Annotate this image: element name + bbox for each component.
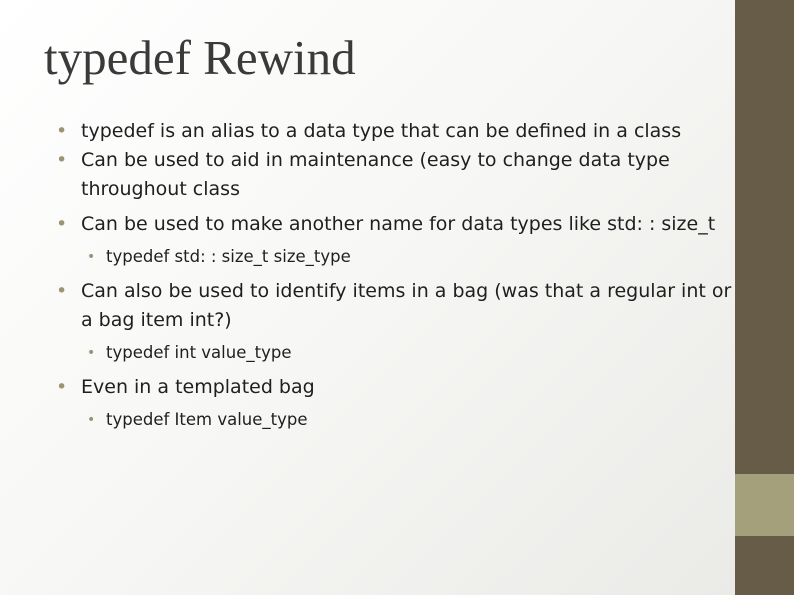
sub-bullet-item bbox=[56, 341, 746, 365]
bullet-item bbox=[56, 210, 746, 239]
bullet-text: Can be used to aid in maintenance (easy to change data type throughout class bbox=[81, 149, 670, 200]
sub-bullet-item bbox=[56, 408, 746, 432]
bullet-text: typedef is an alias to a data type that can be defined in a class bbox=[81, 120, 682, 142]
bullet-icon: • bbox=[56, 280, 68, 302]
sub-bullet-text: typedef std: : size_t size_type bbox=[106, 247, 351, 266]
bullet-item bbox=[56, 373, 746, 402]
decorative-band-bottom bbox=[735, 536, 794, 595]
decorative-band-accent bbox=[735, 474, 794, 536]
bullet-icon: • bbox=[56, 149, 68, 171]
bullet-icon: • bbox=[87, 249, 96, 265]
sub-bullet-item bbox=[56, 245, 746, 269]
bullet-icon: • bbox=[56, 120, 68, 142]
sub-bullet-text: typedef int value_type bbox=[106, 343, 292, 362]
slide-title: typedef Rewind bbox=[44, 30, 356, 85]
bullet-icon: • bbox=[56, 376, 68, 398]
bullet-list bbox=[56, 117, 746, 440]
bullet-icon: • bbox=[87, 412, 96, 428]
sub-bullet-text: typedef Item value_type bbox=[106, 410, 308, 429]
bullet-item bbox=[56, 146, 746, 204]
bullet-item bbox=[56, 117, 746, 146]
bullet-text: Can also be used to identify items in a bag (was that a regular int or a bag item int?) bbox=[81, 280, 732, 331]
bullet-item bbox=[56, 277, 746, 335]
bullet-icon: • bbox=[56, 213, 68, 235]
bullet-text: Can be used to make another name for data types like std: : size_t bbox=[81, 213, 716, 235]
bullet-icon: • bbox=[87, 345, 96, 361]
bullet-text: Even in a templated bag bbox=[81, 376, 315, 398]
